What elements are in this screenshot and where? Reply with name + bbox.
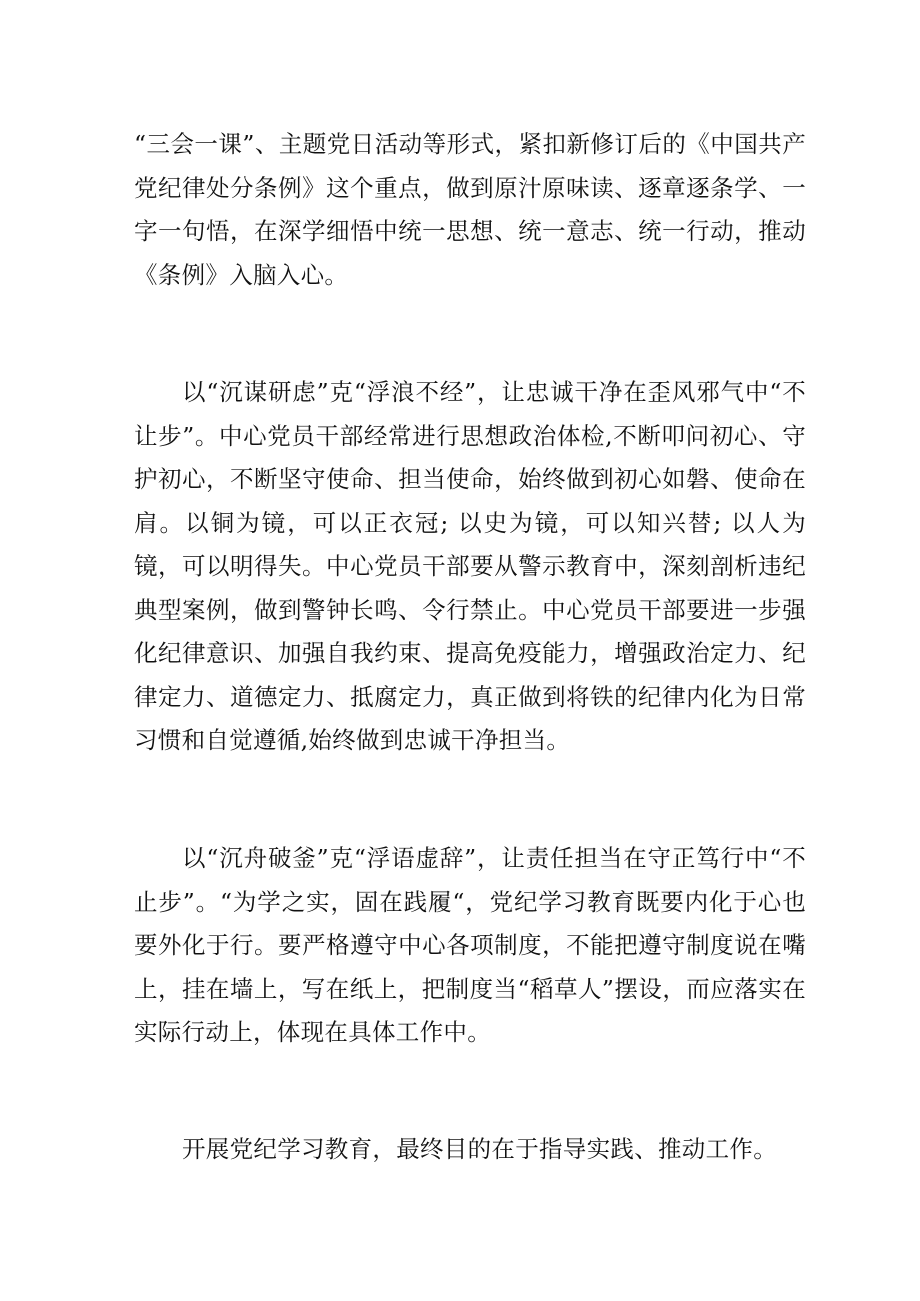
paragraph-purpose: 开展党纪学习教育，最终目的在于指导实践、推动工作。	[182, 1135, 777, 1163]
paragraph-continuation: “三会一课”、主题党日活动等形式，紧扣新修订后的《中国共产党纪律处分条例》这个重点，做到原汁原味读、逐章逐条学、一字一句悟，在深学细悟中统一思想、统一意志、统一行动，推动《条例》入脑入心。	[134, 130, 806, 289]
paragraph-responsibility: 以“沉舟破釜”克“浮语虚辞”，让责任担当在守正笃行中“不止步”。“为学之实，固在践履“，党纪学习教育既要内化于心也要外化于行。要严格遵守中心各项制度，不能把遵守制度说在嘴上，挂在墙上，写在纸上，把制度当“稻草人”摆设，而应落实在实际行动上，体现在具体工作中。	[134, 844, 806, 1046]
paragraph-loyalty: 以“沉谋研虑”克“浮浪不经”，让忠诚干净在歪风邪气中“不让步”。中心党员干部经常进行思想政治体检,不断叩问初心、守护初心，不断坚守使命、担当使命，始终做到初心如磐、使命在肩。以铜为镜，可以正衣冠; 以史为镜，可以知兴替; 以人为镜，可以明得失。中心党员干部要从警示教育中，深刻剖析违纪典型案例，做到警钟长鸣、令行禁止。中心党员干部要进一步强化纪律意识、加强自我约束、提高免疫能力，增强政治定力、纪律定力、道德定力、抵腐定力，真正做到将铁的纪律内化为日常习惯和自觉遵循,始终做到忠诚干净担当。	[134, 378, 806, 754]
